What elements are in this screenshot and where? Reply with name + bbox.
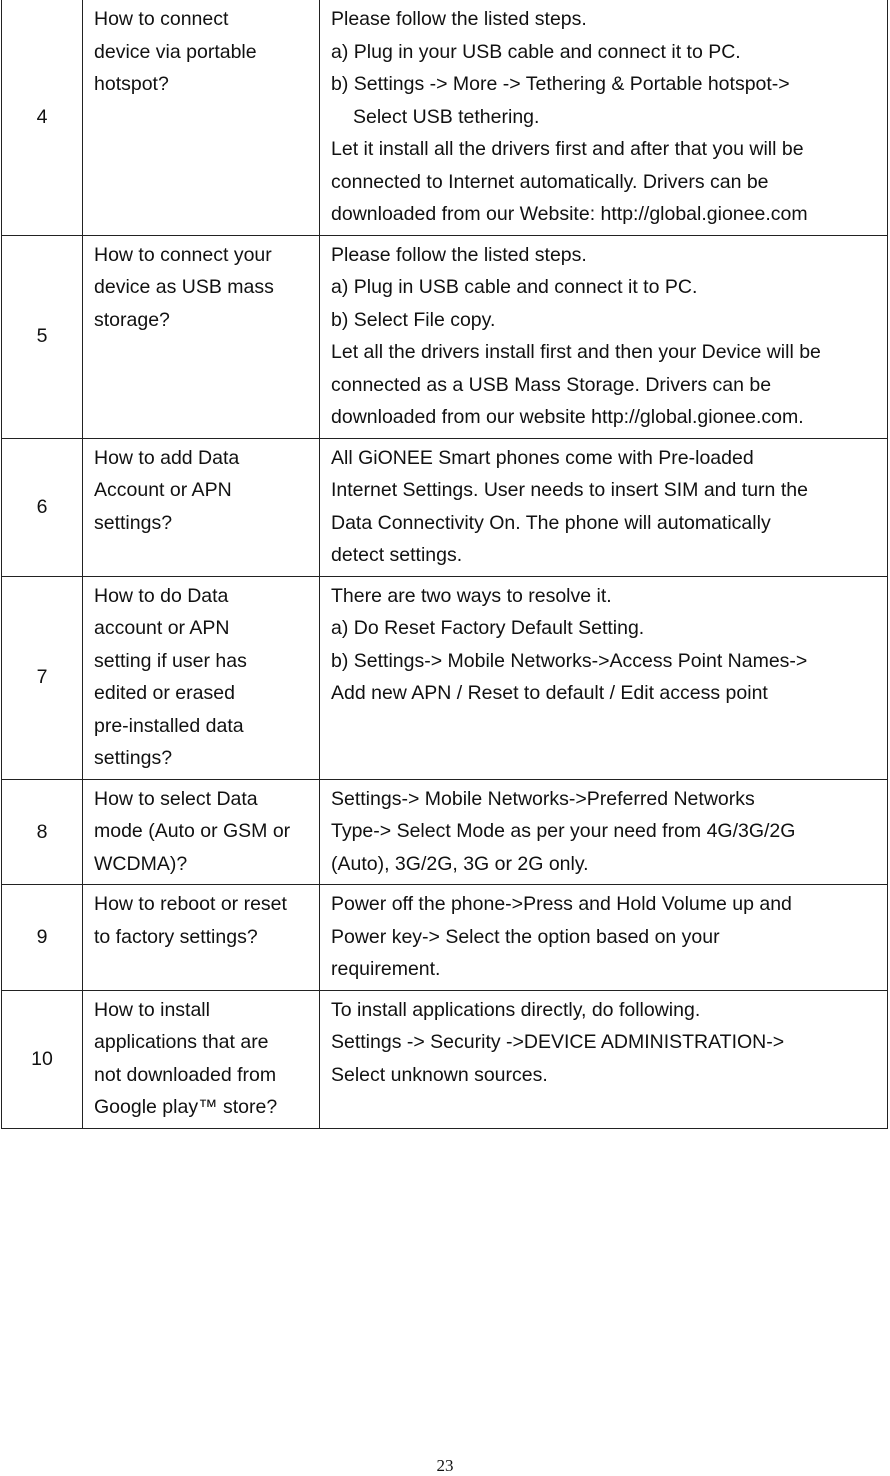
answer-line: detect settings. xyxy=(331,544,463,566)
question-cell xyxy=(83,0,320,235)
question-cell xyxy=(83,885,320,991)
answer-line: To install applications directly, do following. xyxy=(331,998,701,1021)
answer-line: (Auto), 3G/2G, 3G or 2G only. xyxy=(331,852,589,875)
answer-line: b) Settings -> More -> Tethering & Portable hotspot-> xyxy=(331,73,790,95)
faq-row xyxy=(2,779,888,885)
answer-cell xyxy=(320,235,888,438)
answer-line: Internet Settings. User needs to insert SIM and turn the xyxy=(331,479,808,501)
question-line: mode (Auto or GSM or xyxy=(94,820,291,842)
question-cell xyxy=(83,235,320,438)
answer-line: connected to Internet automatically. Drivers can be xyxy=(331,170,769,193)
question-line: How to install xyxy=(94,998,210,1021)
question-line: setting if user has xyxy=(94,649,247,672)
question-line: not downloaded from xyxy=(94,1063,277,1086)
answer-line: Settings -> Security ->DEVICE ADMINISTRATION-> xyxy=(331,1031,785,1053)
row-number: 4 xyxy=(2,0,83,235)
question-line: settings? xyxy=(94,511,173,534)
answer-line: Let all the drivers install first and then your Device will be xyxy=(331,341,821,363)
answer-line: Select unknown sources. xyxy=(331,1063,548,1086)
answer-line: downloaded from our Website: http://global.gionee.com xyxy=(331,203,808,225)
question-line: How to add Data xyxy=(94,446,240,469)
answer-line: Settings-> Mobile Networks->Preferred Networks xyxy=(331,787,755,810)
question-line: device as USB mass xyxy=(94,276,274,298)
faq-row xyxy=(2,0,888,235)
answer-line: a) Plug in USB cable and connect it to PC. xyxy=(331,276,698,298)
row-number: 6 xyxy=(2,438,83,576)
faq-row xyxy=(2,235,888,438)
row-number: 5 xyxy=(2,235,83,438)
answer-cell xyxy=(320,885,888,991)
answer-line: Power key-> Select the option based on your xyxy=(331,925,720,948)
faq-row xyxy=(2,576,888,779)
answer-line: Please follow the listed steps. xyxy=(331,243,587,266)
answer-line: Power off the phone->Press and Hold Volume up and xyxy=(331,893,792,915)
answer-line: Data Connectivity On. The phone will automatically xyxy=(331,511,771,534)
answer-cell xyxy=(320,438,888,576)
answer-line: b) Settings-> Mobile Networks->Access Point Names-> xyxy=(331,649,808,672)
faq-row xyxy=(2,885,888,991)
question-line: edited or erased xyxy=(94,682,235,704)
answer-line: There are two ways to resolve it. xyxy=(331,584,612,607)
answer-cell xyxy=(320,576,888,779)
question-line: How to connect your xyxy=(94,243,272,266)
answer-line: Please follow the listed steps. xyxy=(331,8,587,30)
question-line: to factory settings? xyxy=(94,925,258,948)
question-line: device via portable xyxy=(94,40,257,63)
answer-cell xyxy=(320,779,888,885)
question-line: account or APN xyxy=(94,617,230,639)
question-cell xyxy=(83,779,320,885)
question-line: How to select Data xyxy=(94,787,258,810)
answer-line: a) Do Reset Factory Default Setting. xyxy=(331,617,645,639)
question-line: Account or APN xyxy=(94,479,232,501)
answer-line: Let it install all the drivers first and after that you will be xyxy=(331,138,804,160)
question-line: How to reboot or reset xyxy=(94,893,287,915)
row-number: 9 xyxy=(2,885,83,991)
answer-line: b) Select File copy. xyxy=(331,308,496,331)
answer-line: connected as a USB Mass Storage. Drivers can be xyxy=(331,373,772,396)
question-line: WCDMA)? xyxy=(94,852,188,875)
answer-line: Add new APN / Reset to default / Edit access point xyxy=(331,682,768,704)
faq-table xyxy=(1,0,888,1129)
answer-line: requirement. xyxy=(331,958,441,980)
answer-line: a) Plug in your USB cable and connect it to PC. xyxy=(331,40,741,63)
question-line: How to do Data xyxy=(94,584,229,607)
answer-line: Select USB tethering. xyxy=(353,105,540,128)
answer-cell xyxy=(320,990,888,1128)
question-line: applications that are xyxy=(94,1031,269,1053)
question-line: How to connect xyxy=(94,8,229,30)
answer-line: Type-> Select Mode as per your need from 4G/3G/2G xyxy=(331,820,796,842)
page-number: 23 xyxy=(436,1456,454,1475)
faq-table-body xyxy=(2,0,888,1128)
question-line: Google play™ store? xyxy=(94,1096,278,1118)
row-number: 8 xyxy=(2,779,83,885)
question-line: settings? xyxy=(94,747,173,769)
row-number: 7 xyxy=(2,576,83,779)
faq-row xyxy=(2,438,888,576)
answer-cell xyxy=(320,0,888,235)
question-line: storage? xyxy=(94,308,170,331)
question-cell xyxy=(83,990,320,1128)
question-line: hotspot? xyxy=(94,73,169,95)
answer-line: All GiONEE Smart phones come with Pre-loaded xyxy=(331,446,754,469)
question-line: pre-installed data xyxy=(94,714,244,737)
question-cell xyxy=(83,576,320,779)
faq-row xyxy=(2,990,888,1128)
row-number: 10 xyxy=(2,990,83,1128)
answer-line: downloaded from our website http://global.gionee.com. xyxy=(331,406,804,428)
question-cell xyxy=(83,438,320,576)
